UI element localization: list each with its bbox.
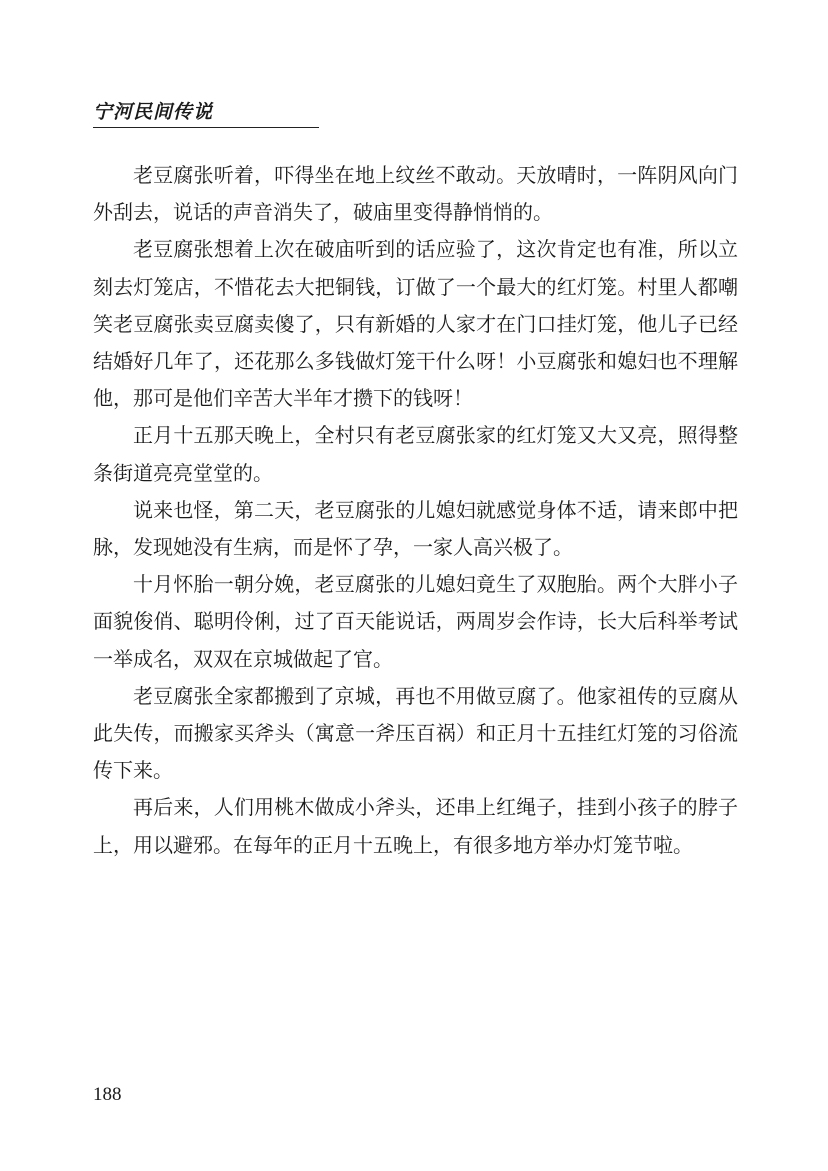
paragraph-6: 老豆腐张全家都搬到了京城，再也不用做豆腐了。他家祖传的豆腐从此失传，而搬家买斧头（寓意一斧压百祸）和正月十五挂红灯笼的习俗流传下来。	[93, 683, 738, 783]
body-text	[93, 157, 738, 864]
paragraph-4: 说来也怪，第二天，老豆腐张的儿媳妇就感觉身体不适，请来郎中把脉，发现她没有生病，而是怀了孕，一家人高兴极了。	[93, 497, 738, 560]
paragraph-2: 老豆腐张想着上次在破庙听到的话应验了，这次肯定也有准，所以立刻去灯笼店，不惜花去大把铜钱，订做了一个最大的红灯笼。村里人都嘲笑老豆腐张卖豆腐卖傻了，只有新婚的人家才在门口挂灯笼，他儿子已经结婚好几年了，还花那么多钱做灯笼干什么呀！小豆腐张和媳妇也不理解他，那可是他们辛苦大半年才攒下的钱呀！	[93, 237, 738, 411]
paragraph-3: 正月十五那天晚上，全村只有老豆腐张家的红灯笼又大又亮，照得整条街道亮亮堂堂的。	[93, 423, 738, 485]
paragraph-1: 老豆腐张听着，吓得坐在地上纹丝不敢动。天放晴时，一阵阴风向门外刮去，说话的声音消失了，破庙里变得静悄悄的。	[93, 163, 738, 225]
paragraph-7: 再后来，人们用桃木做成小斧头，还串上红绳子，挂到小孩子的脖子上，用以避邪。在每年的正月十五晚上，有很多地方举办灯笼节啦。	[93, 795, 738, 857]
page-number: 188	[93, 1084, 122, 1105]
running-header	[93, 101, 319, 128]
paragraph-5: 十月怀胎一朝分娩，老豆腐张的儿媳妇竟生了双胞胎。两个大胖小子面貌俊俏、聪明伶俐，过了百天能说话，两周岁会作诗，长大后科举考试一举成名，双双在京城做起了官。	[93, 572, 738, 671]
book-title: 宁河民间传说	[93, 101, 214, 123]
